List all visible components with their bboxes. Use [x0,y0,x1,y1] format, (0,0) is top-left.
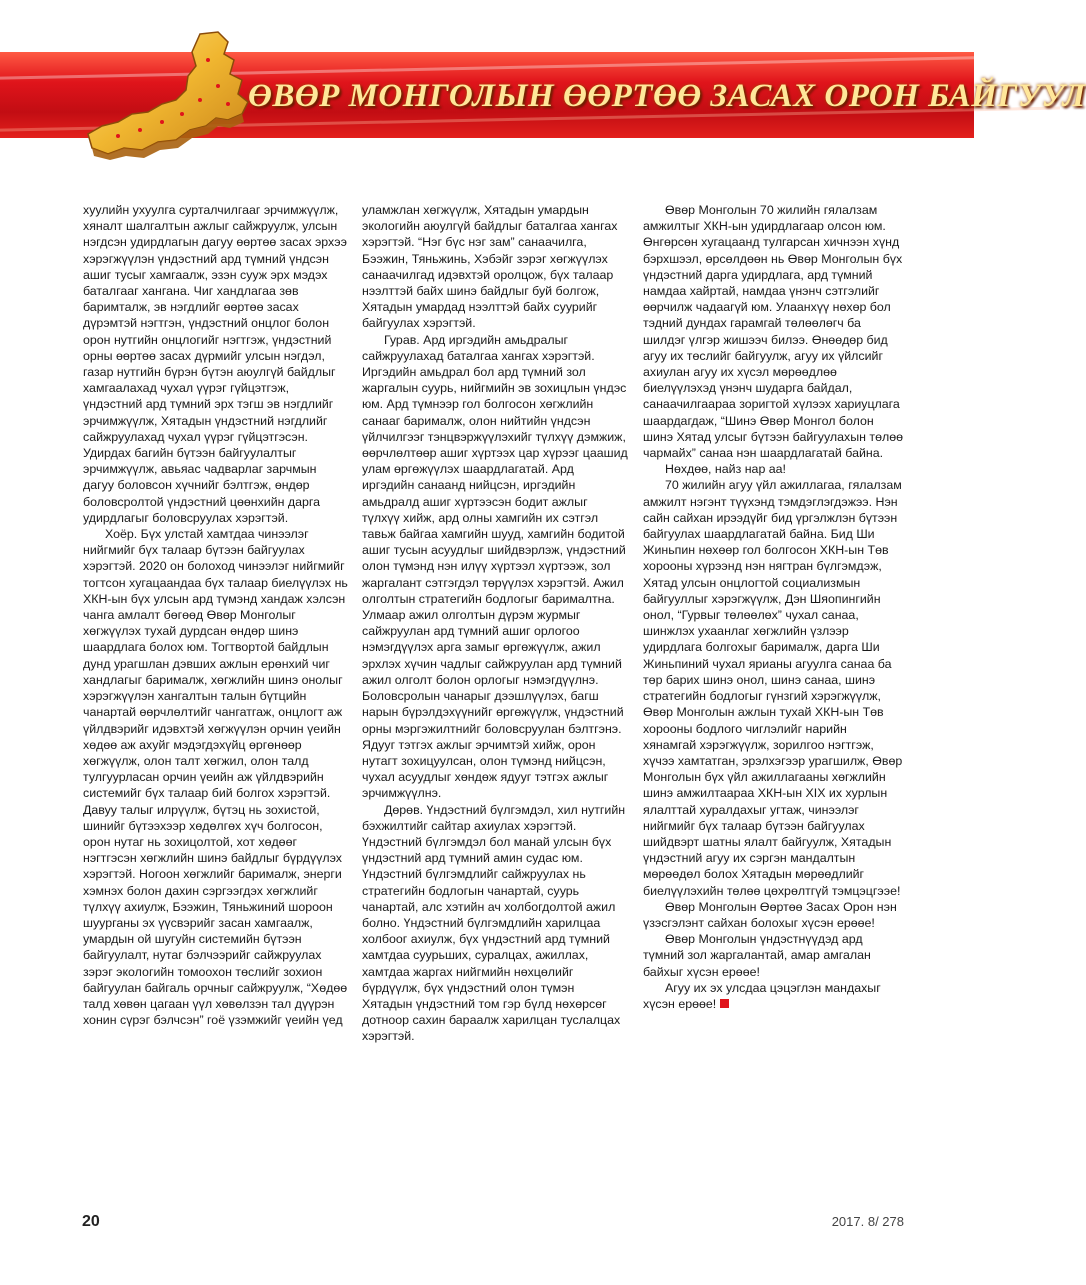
end-mark-icon [720,999,729,1008]
article-paragraph: Гурав. Ард иргэдийн амьдралыг сайжруулахад баталгаа хангах хэрэгтэй. Иргэдийн амьдрал бол ард түмний зол жаргалын суурь, нийгмийн эв зохицлын үндэс юм. Ард түмнээр гол болгосон хөгжлийн санааг барималж, олон нийтийн үндсэн үйлчилгээг тэнцвэржүүлэхийг түлхүү дэмжиж, өөрчлөлтөөр ашиг хүртээх цар хүрээг цаашид улам өргөжүүлэх шаардлагатай. Ард иргэдийн санаанд нийцсэн, иргэдийн амьдралд ашиг хүртээсэн бодит ажлыг түлхүү хийж, ард олны хамгийн их сэтгэл тавьж байгаа хамгийн шууд, хамгийн бодитой ашиг тусын асуудлыг шийдвэрлэж, үндэстний олон түмэнд нэн илүү хүртээл хүртээж, зол жаргалант сэтгэгдэл төрүүлэх хэрэгтэй. Ажил олголтын стратегийн бодлогыг барималтна. Улмаар ажил олголтын дүрэм журмыг сайжруулан ард түмний ашиг орлогоо нэмэгдүүлэх арга замыг өргөжүүлж, ажил эрхлэх хүчин чадлыг сайжруулан ард түмний ажил олголт болон орлогыг нэмэгдүүлнэ. Боловсролын чанарыг дээшлүүлэх, багш нарын бүрэлдэхүүнийг өргөжүүлж, үндэстний орны мэргэжилтнийг боловсруулан бэлтгэнэ. Ядууг тэтгэх ажлыг эрчимтэй хийж, орон нутагт зохицуулсан, олон түмэнд нийцсэн, чухал асуудлыг хөндөж ядууг тэтгэх ажлыг эрчимжүүлнэ. [362,332,628,801]
article-paragraph: 70 жилийн агуу үйл ажиллагаа, гялалзам амжилт нэгэнт түүхэнд тэмдэглэгдэжээ. Нэн сайн сайхан ирээдүйг бид үргэлжлэн бүтээн байгуулах шаардлагатай байна. Бид Ши Жиньпин нөхөөр гол болгосон ХКН-ын Төв хорооны хүрээнд нэн нягтран бүлгэмдэж, Хятад улсын онцлогтой социализмын байгууллыг хэрэгжүүлж, Дэн Шяопингийн онол, “Гурвыг төлөөлөх” чухал санаа, шинжлэх ухаанлаг хөгжлийн үзлээр удирдлага болгохыг барималж, дарга Ши Жиньпиний чухал ярианы агуулга санаа ба төр барих шинэ онол, шинэ санаа, шинэ стратегийн бодлогыг гүнзгий хэрэгжүүлж, Өвөр Монголын ажлын тухай ХКН-ын Төв хорооны бодлого чиглэлийг нарийн хянамгай хэрэгжүүлж, зорилгоо нэгтгэж, хүчээ хамтатган, эрэлхэгээр урагшилж, Өвөр Монголын бүх үйл ажиллагааны хөгжлийн шинэ амжилтаараа ХКН-ын XIX их хурлын ялалттай хуралдахыг угтаж, чинээлэг нийгмийг бүх талаар бүтээн байгуулах шийдвэрт шатны ялалт байгуулж, Хятадын үндэстний агуу их сэргэн мандалтын мөрөөдөл болох Хятадын мөрөөдлийг биелүүлэхийн төлөө цөхрөлтгүй тэмцэцгээе! [643,478,903,898]
article-paragraph: Өвөр Монголын үндэстнүүдэд ард түмний зол жаргалантай, амар амгалан байхыг хүсэн ерөөе! [643,932,871,979]
article-closing-text: Агуу их эх улсдаа цэцэглэн мандахыг хүсэн ерөөе! [643,980,881,1011]
article-paragraph-final [643,980,903,1012]
issue-number: 2017. 8/ 278 [831,1214,904,1229]
article-paragraph: Өвөр Монголын 70 жилийн гялалзам амжилтыг ХКН-ын удирдлагаар олсон юм. Өнгөрсөн хугацаанд тулгарсан хичнээн хүнд бэрхшээл, өрсөлдөөн нь Өвөр Монголын бүх үндэстний дарга удирдлага, ард түмний намдаа хайртай, намдаа үнэнч сэтгэлийг өөрчилж чадаагүй юм. Улаанхүү нөхөр бол тэдний дундах гарамгай төлөөлөгч ба шилдэг үлгэр жишээч билээ. Өнөөдөр бид агуу их төслийг байгуулж, агуу их үйлсийг ахиулан агуу их хүсэл мөрөөдлөө биелүүлэхэд үнэнч шударга байдал, санаачилгаараа зоригтой хүлээх хариуцлага шаардагдаж, “Шинэ Өвөр Монгол болон шинэ Хятад улсыг бүтээн байгуулахын төлөө чармайх” санаа нэн шаардлагатай байна. [643,203,904,461]
page-number: 20 [82,1213,100,1230]
inner-mongolia-map-icon [78,30,268,160]
page-title: ӨВӨР МОНГОЛЫН ӨӨРТӨӨ ЗАСАХ ОРОН БАЙГУУЛ [248,78,1086,114]
article-paragraph: уламжлан хөгжүүлж, Хятадын умардын экологийн аюулгүй байдлыг баталгаа хангах хэрэгтэй. “Нэг бүс нэг зам” санаачилга, Бээжин, Тяньжинь, Хэбэйг зэрэг хөгжүүлэх санаачилгад идэвхтэй оролцож, бүх талаар нээлттэй байх шинэ байдлыг буй болгож, Хятадын умардад нээлттэй байх суурийг байгуулах хэрэгтэй. [362,203,618,331]
article-paragraph: Өвөр Монголын Өөртөө Засах Орон нэн үзэсгэлэнт сайхан болохыг хүсэн ерөөе! [643,899,897,930]
article-column-1 [83,202,349,1028]
article-column-3 [643,202,903,1012]
article-paragraph: Хоёр. Бүх улстай хамтдаа чинээлэг нийгмийг бүх талаар бүтээн байгуулах хэрэгтэй. 2020 он болоход чинээлэг нийгмийг тогтсон хугацаандаа бүх талаар биелүүлэх нь ХКН-ын бүх улсын ард түмэнд хандаж хэлсэн чанга амлалт бөгөөд Өвөр Монголыг хөгжүүлэх тухай дурдсан өндөр шинэ шаардлага болох юм. Тогтвортой байдлын дунд урагшлан дэвших ажлын ерөнхий чиг хандлагыг барималж, хөгжлийн шинэ онолыг хэрэгжүүлэн хангалтын талын бүтцийн чанартай өөрчлөлтийг чангатгаж, онцлогт аж үйлдвэрийг идэвхтэй хөгжүүлэн орчин үеийн хөдөө аж ахуйг мэдэгдэхүйц өргөнөөр хөгжүүлж, олон талт хөгжил, олон талд тулгуурласан орчин үеийн аж үйлдвэрийн системийг бүх талаар бий болгох хэрэгтэй. Давуу талыг илрүүлж, бүтэц нь зохистой, шинийг бүтээхээр хөдөлгөх хүч болгосон, орон нутаг нь зохицолтой, хот хөдөөг нэгтгэсэн хөгжлийн шинэ байдлыг бүрдүүлэх хэрэгтэй. Ногоон хөгжлийг барималж, энерги хэмнэх болон дахин сэргээгдэх хөгжлийг түлхүү ахиулж, Бээжин, Тяньжиний шороон шуурганы эх үүсвэрийг засан хамгаалж, умардын ой шугуйн системийн бүтээн байгуулалт, нутаг бэлчээрийг сайжруулах зэрэг экологийн томоохон төслийг зохион байгуулан байгаль орчныг сайжруулж, “Хөдөө талд хөвөн цагаан үүл хөвөлзэн тал дүүрэн хонин сүрэг бэлчсэн” гоё үзэмжийг үеийн үед [83,527,348,1028]
article-paragraph: хуулийн ухуулга сурталчилгааг эрчимжүүлж, хяналт шалгалтын ажлыг сайжруулж, улсын нэгдсэн удирдлагын дагуу өөртөө засах эрхээ хэрэгжүүлэн үндэстний ард түмний үндсэн ашиг тусыг хамгаалж, эзэн сууж эрх мэдэх баталгааг хангана. Чиг хандлагаа зөв баримталж, эв нэгдлийг өөртөө засах дүрэмтэй нэгтгэн, үндэстний онцлог болон орон нутгийн онцлогийг нэгтгэж, үндэстний орны өөртөө засах дүрмийг улсын нэгдэл, газар нутгийн бүрэн бүтэн аюулгүй байдлыг хамгаалахад чухал үүрэг гүйцэтгэж, үндэстний ард түмний эрх тэгш эв нэгдлийг эрчимжүүлж, Хятадын үндэстний нэгдлийг сайжруулахад чухал үүрэг гүйцэтгэсэн. Удирдах багийн бүтээн байгуулалтыг эрчимжүүлж, авьяас чадварлаг зарчмын дагуу боловсон хүчнийг бэлтгэж, өндөр боловсролтой үндэстний цөөнхийн дарга удирдлагыг боловсруулах хэрэгтэй. [83,203,347,525]
article-column-2 [362,202,628,1045]
article-paragraph: Нөхдөө, найз нар аа! [665,462,787,477]
article-paragraph: Дөрөв. Үндэстний бүлгэмдэл, хил нутгийн бэхжилтийг сайтар ахиулах хэрэгтэй. Үндэстний бүлгэмдэл бол манай улсын бүх үндэстний ард түмний амин судас юм. Үндэстний бүлгэмдлийг сайжруулах нь стратегийн бодлогын чанартай, суурь чанартай, алс хэтийн ач холбогдолтой ажил болно. Үндэстний бүлгэмдлийн харилцаа холбоог ахиулж, бүх үндэстний ард түмний хамтдаа суурьших, суралцах, ажиллах, хамтдаа жаргах нийгмийн нөхцөлийг бүрдүүлж, бүх үндэстний олон түмэн Хятадын үндэстний том гэр бүлд нөхөрсөг дотноор сахин бараалж харилцан туслалцах хэрэгтэй. [362,802,626,1044]
